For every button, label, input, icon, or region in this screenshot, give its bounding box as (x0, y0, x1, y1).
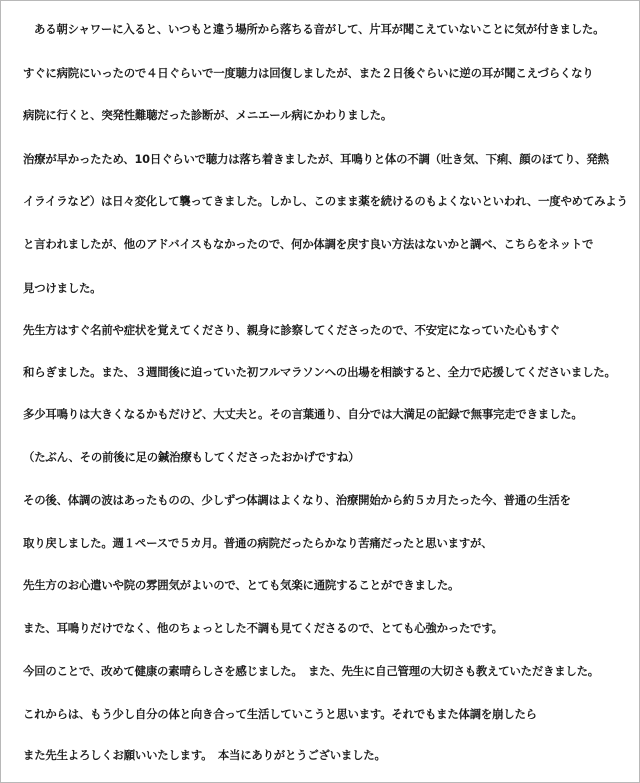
letter-line-10: 多少耳鳴りは大きくなるかもだけど、大丈夫と。その言葉通り、自分では大満足の記録で無事完走できました。 (23, 407, 583, 421)
letter-line-17: これからは、もう少し自分の体と向き合って生活していこうと思います。それでもまた体調を崩したら (23, 707, 537, 721)
letter-line-15: また、耳鳴りだけでなく、他のちょっとした不調も見てくださるので、とても心強かったです。 (23, 621, 503, 635)
letter-line-2: すぐに病院にいったので４日ぐらいで一度聴力は回復しましたが、また２日後ぐらいに逆の耳が聞こえづらくなり (23, 66, 594, 80)
letter-line-9: 和らぎました。また、３週間後に迫っていた初フルマラソンへの出場を相談すると、全力で応援してくださいました。 (23, 365, 616, 379)
letter-line-8: 先生方はすぐ名前や症状を覚えてくださり、親身に診察してくださったので、不安定になっていた心もすぐ (23, 323, 560, 337)
letter-line-3: 病院に行くと、突発性難聴だった診断が、メニエール病にかわりました。 (23, 108, 393, 122)
letter-line-16: 今回のことで、改めて健康の素晴らしさを感じました。 また、先生に自己管理の大切さも教えていただきました。 (23, 664, 599, 678)
letter-line-6: と言われましたが、他のアドバイスもなかったので、何か体調を戻す良い方法はないかと調べ、こちらをネットで (23, 237, 594, 251)
letter-line-12: その後、体調の波はあったものの、少しずつ体調はよくなり、治療開始から約５カ月たった今、普通の生活を (23, 493, 571, 507)
letter-line-14: 先生方のお心遣いや院の雰囲気がよいので、とても気楽に通院することができました。 (23, 578, 460, 592)
letter-line-7: 見つけました。 (23, 281, 102, 295)
letter-line-1: ある朝シャワーに入ると、いつもと違う場所から落ちる音がして、片耳が聞こえていないことに気が付きました。 (34, 22, 605, 36)
letter-line-13: 取り戻しました。週１ペースで５カ月。普通の病院だったらかなり苦痛だったと思いますが、 (23, 536, 493, 550)
letter-line-5: イライラなど）は日々変化して襲ってきました。しかし、このまま薬を続けるのもよくないといわれ、一度やめてみよう (23, 194, 628, 208)
letter-line-11: （たぶん、その前後に足の鍼治療もしてくださったおかげですね） (23, 450, 360, 464)
letter-line-4: 治療が早かったため、10日ぐらいで聴力は落ち着きましたが、耳鳴りと体の不調（吐き気、下痢、顔のほてり、発熱 (23, 152, 609, 166)
letter-line-18: また先生よろしくお願いいたします。 本当にありがとうございました。 (23, 748, 386, 762)
